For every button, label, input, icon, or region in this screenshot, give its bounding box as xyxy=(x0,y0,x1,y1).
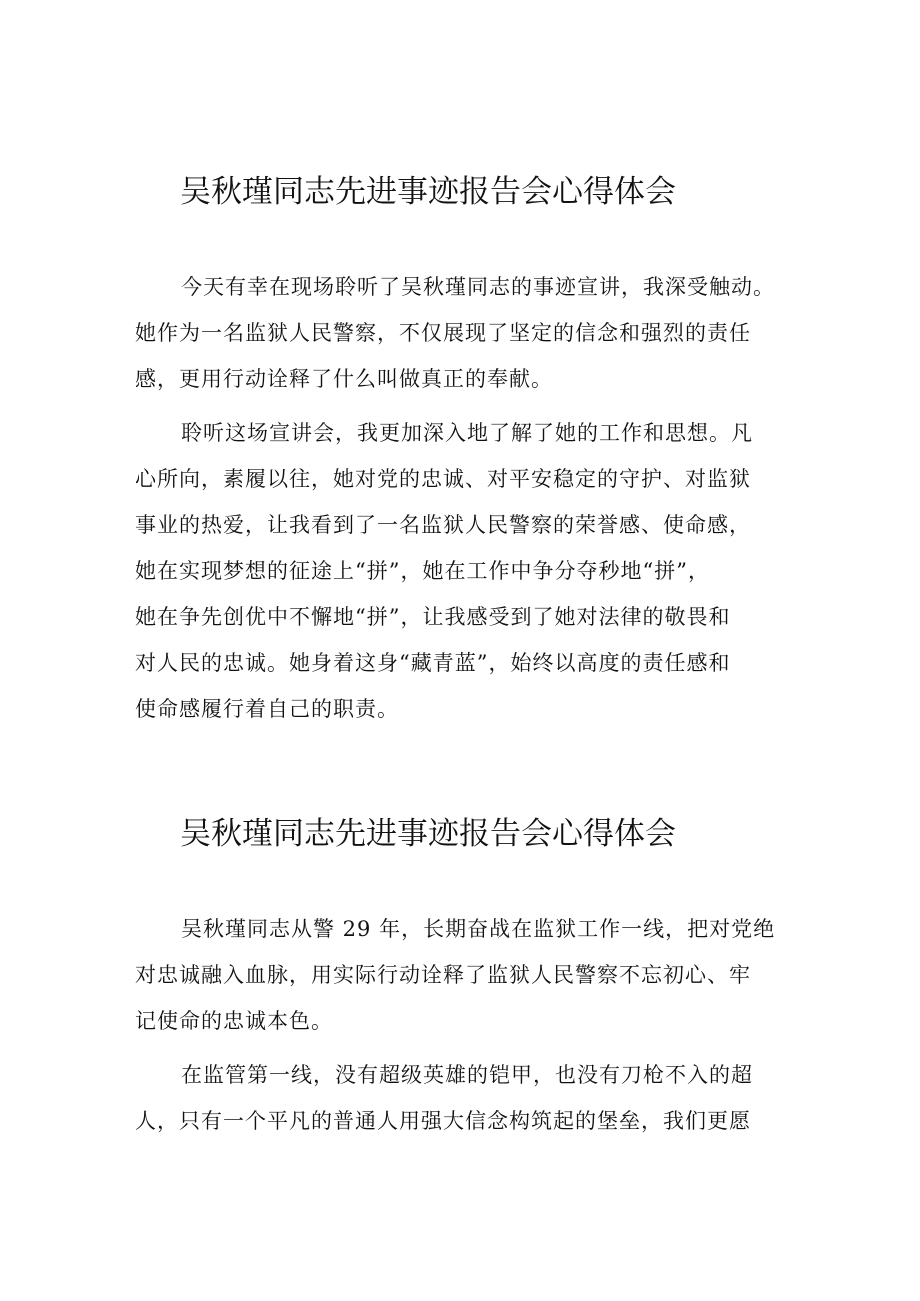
paragraph-line: 感，更用行动诠释了什么叫做真正的奉献。 xyxy=(135,367,553,391)
section-1-paragraph-1 xyxy=(135,264,815,402)
paragraph-line: 心所向，素履以往，她对党的忠诚、对平安稳定的守护、对监狱 xyxy=(135,467,751,491)
section-2-title: 吴秋瑾同志先进事迹报告会心得体会 xyxy=(180,816,676,852)
section-2-paragraph-2 xyxy=(135,1052,815,1144)
paragraph-line: 使命感履行着自己的职责。 xyxy=(135,697,399,721)
paragraph-line: 对人民的忠诚。她身着这身“藏青蓝”，始终以高度的责任感和 xyxy=(135,651,731,675)
paragraph-line: 吴秋瑾同志从警 29 年，长期奋战在监狱工作一线，把对党绝 xyxy=(181,917,776,941)
paragraph-line: 对忠诚融入血脉，用实际行动诠释了监狱人民警察不忘初心、牢 xyxy=(135,963,751,987)
section-1-paragraph-2 xyxy=(135,410,815,732)
paragraph-line: 事业的热爱，让我看到了一名监狱人民警察的荣誉感、使命感， xyxy=(135,513,751,537)
paragraph-line: 在监管第一线，没有超级英雄的铠甲，也没有刀枪不入的超 xyxy=(181,1063,753,1087)
paragraph-line: 人，只有一个平凡的普通人用强大信念构筑起的堡垒，我们更愿 xyxy=(135,1109,751,1133)
paragraph-line: 她在实现梦想的征途上“拼”，她在工作中争分夺秒地“拼”， xyxy=(135,559,710,583)
paragraph-line: 聆听这场宣讲会，我更加深入地了解了她的工作和思想。凡 xyxy=(181,421,753,445)
section-2-paragraph-1 xyxy=(135,906,815,1044)
paragraph-line: 记使命的忠诚本色。 xyxy=(135,1009,333,1033)
paragraph-line: 今天有幸在现场聆听了吴秋瑾同志的事迹宣讲，我深受触动。 xyxy=(181,275,775,299)
paragraph-line: 她作为一名监狱人民警察，不仅展现了坚定的信念和强烈的责任 xyxy=(135,321,751,345)
paragraph-line: 她在争先创优中不懈地“拼”，让我感受到了她对法律的敬畏和 xyxy=(135,605,731,629)
section-1-title: 吴秋瑾同志先进事迹报告会心得体会 xyxy=(180,174,676,210)
